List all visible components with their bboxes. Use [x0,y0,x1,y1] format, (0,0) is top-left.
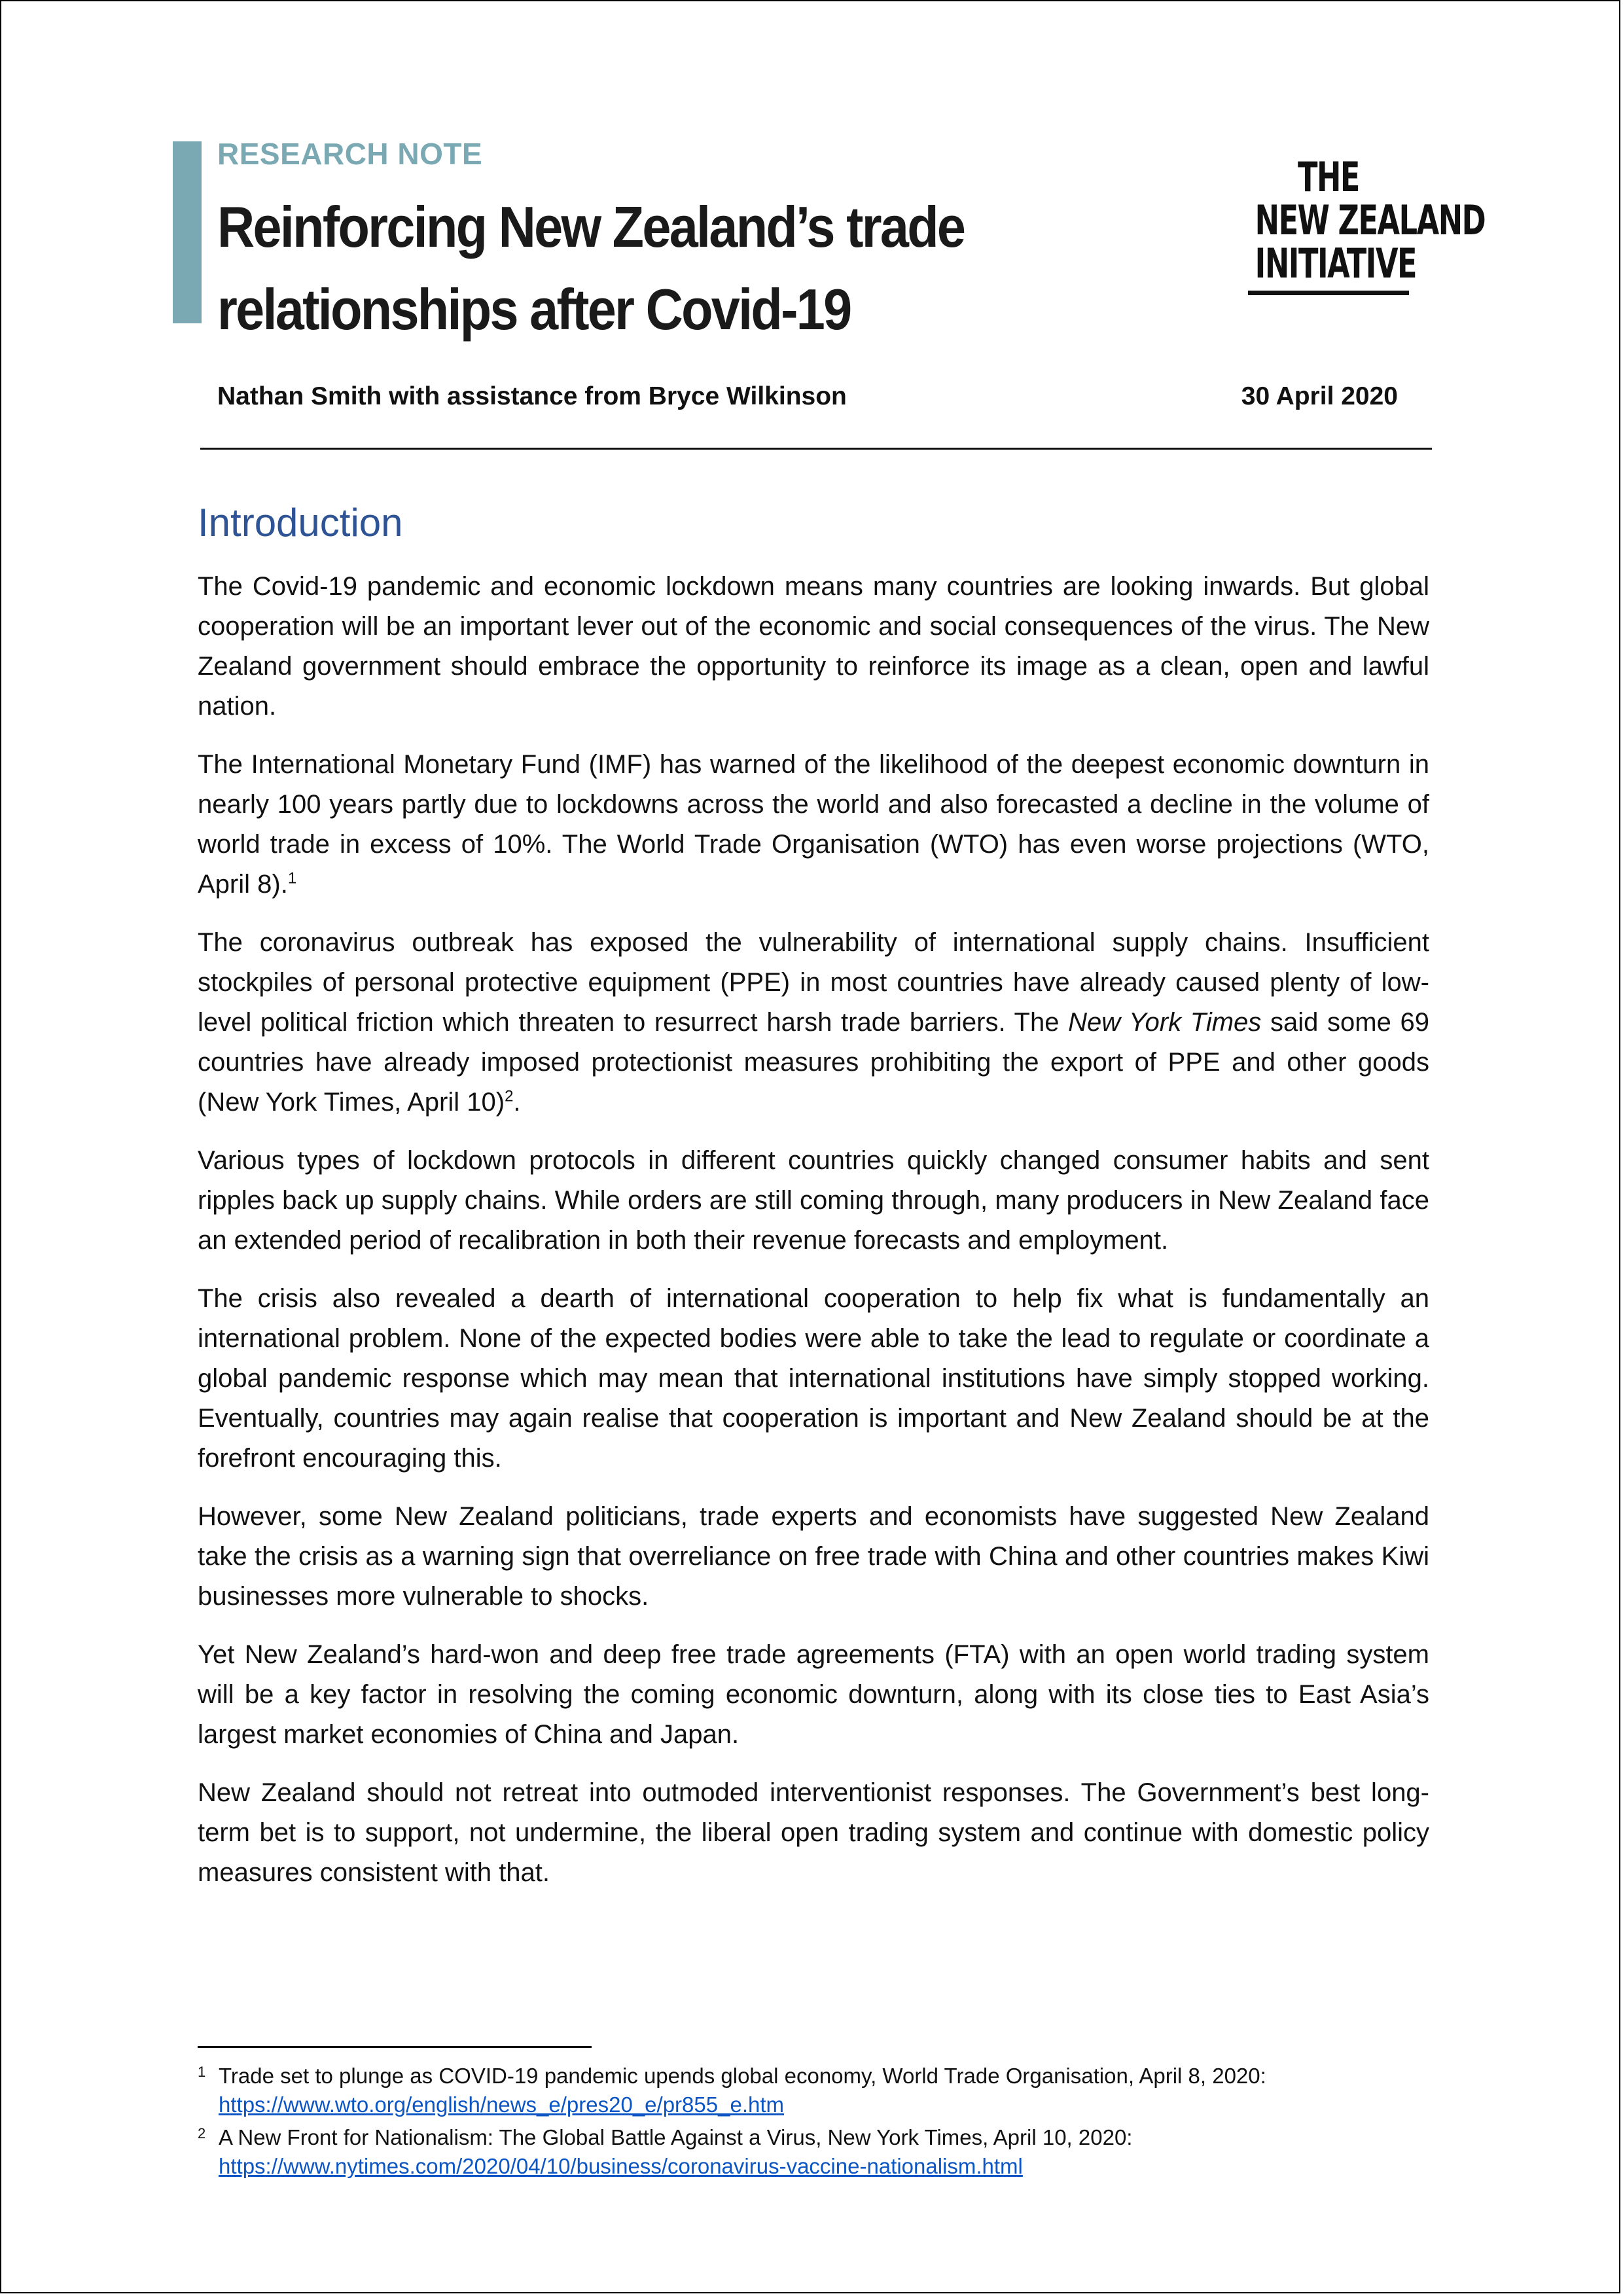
document-title: Reinforcing New Zealand’s trade relationships after Covid-19 [217,194,965,342]
paragraph [198,745,1429,905]
paragraph: Yet New Zealand’s hard-won and deep free trade agreements (FTA) with an open world trading system will be a key factor in resolving the coming economic downturn, along with its close ties to East Asia’s largest market economies of China and Japan. [198,1640,1429,1749]
byline-row [217,382,1398,422]
logo-line: NEW ZEALAND [1255,196,1486,244]
paragraph: The Covid-19 pandemic and economic lockdown means many countries are looking inwards. But global cooperation will be an important lever out of the economic and social consequences of the virus. The New Zealand government should embrace the opportunity to reinforce its image as a clean, open and lawful nation. [198,572,1429,721]
paragraph: However, some New Zealand politicians, trade experts and economists have suggested New Zealand take the crisis as a warning sign that overreliance on free trade with China and other countries makes Kiwi businesses more vulnerable to shocks. [198,1502,1429,1611]
organization-logo [1226,153,1486,295]
logo-line: INITIATIVE [1255,240,1417,287]
paragraph [198,923,1429,1122]
logo-underline [1248,291,1409,295]
publication-name: New York Times [1068,1008,1262,1037]
footnote-text: A New Front for Nationalism: The Global Battle Against a Virus, New York Times, April 10, 2020: [219,2125,1133,2149]
body-content [198,493,1429,1911]
document-type-label: RESEARCH NOTE [217,137,483,171]
footnote-link[interactable]: https://www.nytimes.com/2020/04/10/business/coronavirus-vaccine-nationalism.html [219,2154,1023,2178]
footnote-ref[interactable]: 2 [505,1087,514,1105]
paragraph-text: said some 69 countries have already imposed protectionist measures prohibiting the export of PPE and other goods (New York Times, April 10) [198,1008,1429,1117]
header-divider [200,448,1432,450]
paragraph: The crisis also revealed a dearth of international cooperation to help fix what is fundamentally an international problem. None of the expected bodies were able to take the lead to regulate or coordinate a global pandemic response which may mean that international institutions have simply stopped working. Eventually, countries may again realise that cooperation is important and New Zealand should be at the forefront encouraging this. [198,1284,1429,1473]
author-byline: Nathan Smith with assistance from Bryce Wilkinson [217,382,847,410]
footnote-number: 1 [198,2064,206,2080]
paragraph: New Zealand should not retreat into outmoded interventionist responses. The Government’s best long-term bet is to support, not undermine, the liberal open trading system and continue with domestic policy measures consistent with that. [198,1778,1429,1887]
footnote-ref[interactable]: 1 [287,869,297,888]
accent-bar [173,141,202,323]
footnote-link[interactable]: https://www.wto.org/english/news_e/pres20_e/pr855_e.htm [219,2092,784,2117]
paragraph: Various types of lockdown protocols in different countries quickly changed consumer habits and sent ripples back up supply chains. While orders are still coming through, many producers in New Zealand face an extended period of recalibration in both their revenue forecasts and employment. [198,1146,1429,1255]
footnote-separator [198,2046,592,2048]
footnote-number: 2 [198,2125,206,2142]
footnote-item [198,2123,1429,2181]
paragraph-text: The International Monetary Fund (IMF) has warned of the likelihood of the deepest economic downturn in nearly 100 years partly due to lockdowns across the world and also forecasted a decline in the volume of world trade in excess of 10%. The World Trade Organisation (WTO) has even worse projections (WTO, April 8). [198,750,1429,899]
logo-line: THE [1297,153,1359,201]
footnote-text: Trade set to plunge as COVID-19 pandemic upends global economy, World Trade Organisation, April 8, 2020: [219,2064,1266,2088]
publication-date: 30 April 2020 [1241,382,1398,410]
paragraph-text: The coronavirus outbreak has exposed the vulnerability of international supply chains. Insufficient stockpiles of personal protective equipment (PPE) in most countries have already caused plenty of low-level political friction which threaten to resurrect harsh trade barriers. The [198,928,1429,1037]
footnotes [198,2062,1429,2185]
footnote-item [198,2062,1429,2119]
section-heading: Introduction [198,501,403,545]
paragraph-text: . [513,1088,521,1117]
